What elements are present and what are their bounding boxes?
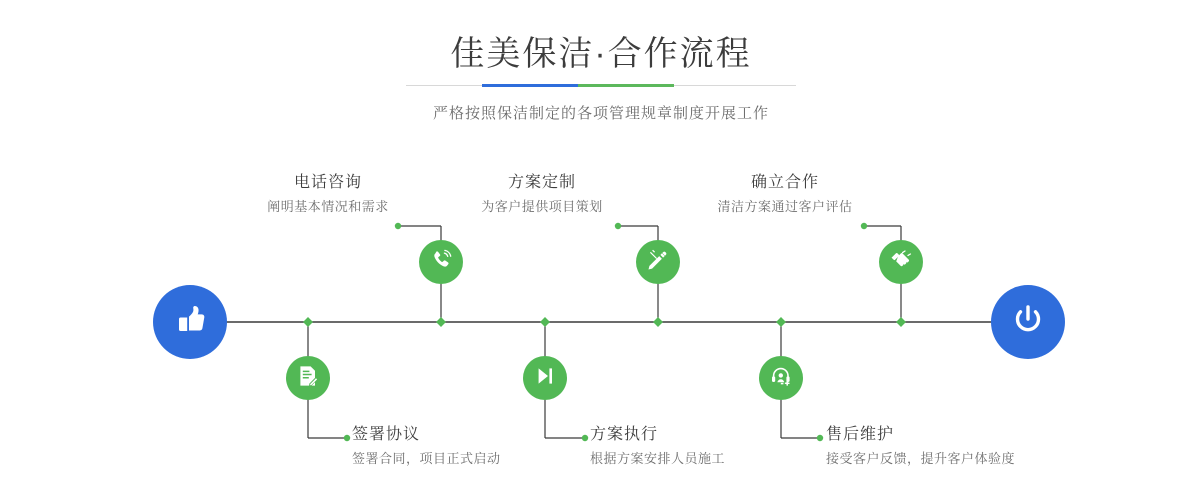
flow-label-2-title: 签署协议 (352, 426, 421, 443)
flow-label-2-desc: 签署合同，项目正式启动 (352, 451, 501, 466)
flow-node-5 (759, 356, 803, 400)
pen-ruler-icon (646, 248, 670, 277)
flow-label-6-title: 确立合作 (750, 174, 819, 191)
flow-label-6 (706, 172, 864, 218)
flow-label-3-desc: 为客户提供项目策划 (481, 199, 603, 214)
power-icon (1009, 301, 1047, 344)
flow-label-1-title: 电话咨询 (293, 174, 362, 191)
flow-label-4-title: 方案执行 (590, 426, 659, 443)
flow-node-3 (636, 240, 680, 284)
flow-start-endpoint (153, 285, 227, 359)
process-flow-diagram (0, 150, 1202, 502)
flow-label-5-desc: 接受客户反馈，提升客户体验度 (826, 451, 1016, 466)
flow-label-6-desc: 清洁方案通过客户评估 (717, 199, 853, 214)
divider-accent-blue (482, 84, 578, 87)
flow-label-2 (352, 424, 552, 470)
flow-node-6 (879, 240, 923, 284)
divider-accent-green (578, 84, 674, 87)
flow-label-1 (258, 172, 398, 218)
flow-node-4 (523, 356, 567, 400)
title-divider (406, 84, 796, 88)
flow-end-endpoint (991, 285, 1065, 359)
page-header (0, 32, 1202, 123)
flow-node-2 (286, 356, 330, 400)
phone-call-icon (429, 248, 453, 277)
play-forward-icon (533, 364, 557, 393)
flow-node-1 (419, 240, 463, 284)
document-edit-icon (296, 364, 320, 393)
flow-label-5 (826, 424, 1066, 470)
headset-support-icon (769, 364, 793, 393)
flow-label-5-title: 售后维护 (826, 426, 895, 443)
page-title: 佳美保洁·合作流程 (450, 35, 752, 73)
handshake-icon (889, 248, 913, 277)
flow-label-4 (590, 424, 790, 470)
thumbs-up-icon (172, 302, 208, 343)
flow-label-3-title: 方案定制 (507, 174, 576, 191)
flow-label-4-desc: 根据方案安排人员施工 (590, 451, 726, 466)
flow-label-1-desc: 阐明基本情况和需求 (267, 199, 389, 214)
page-subtitle: 严格按照保洁制定的各项管理规章制度开展工作 (432, 105, 769, 122)
flow-label-3 (466, 172, 618, 218)
